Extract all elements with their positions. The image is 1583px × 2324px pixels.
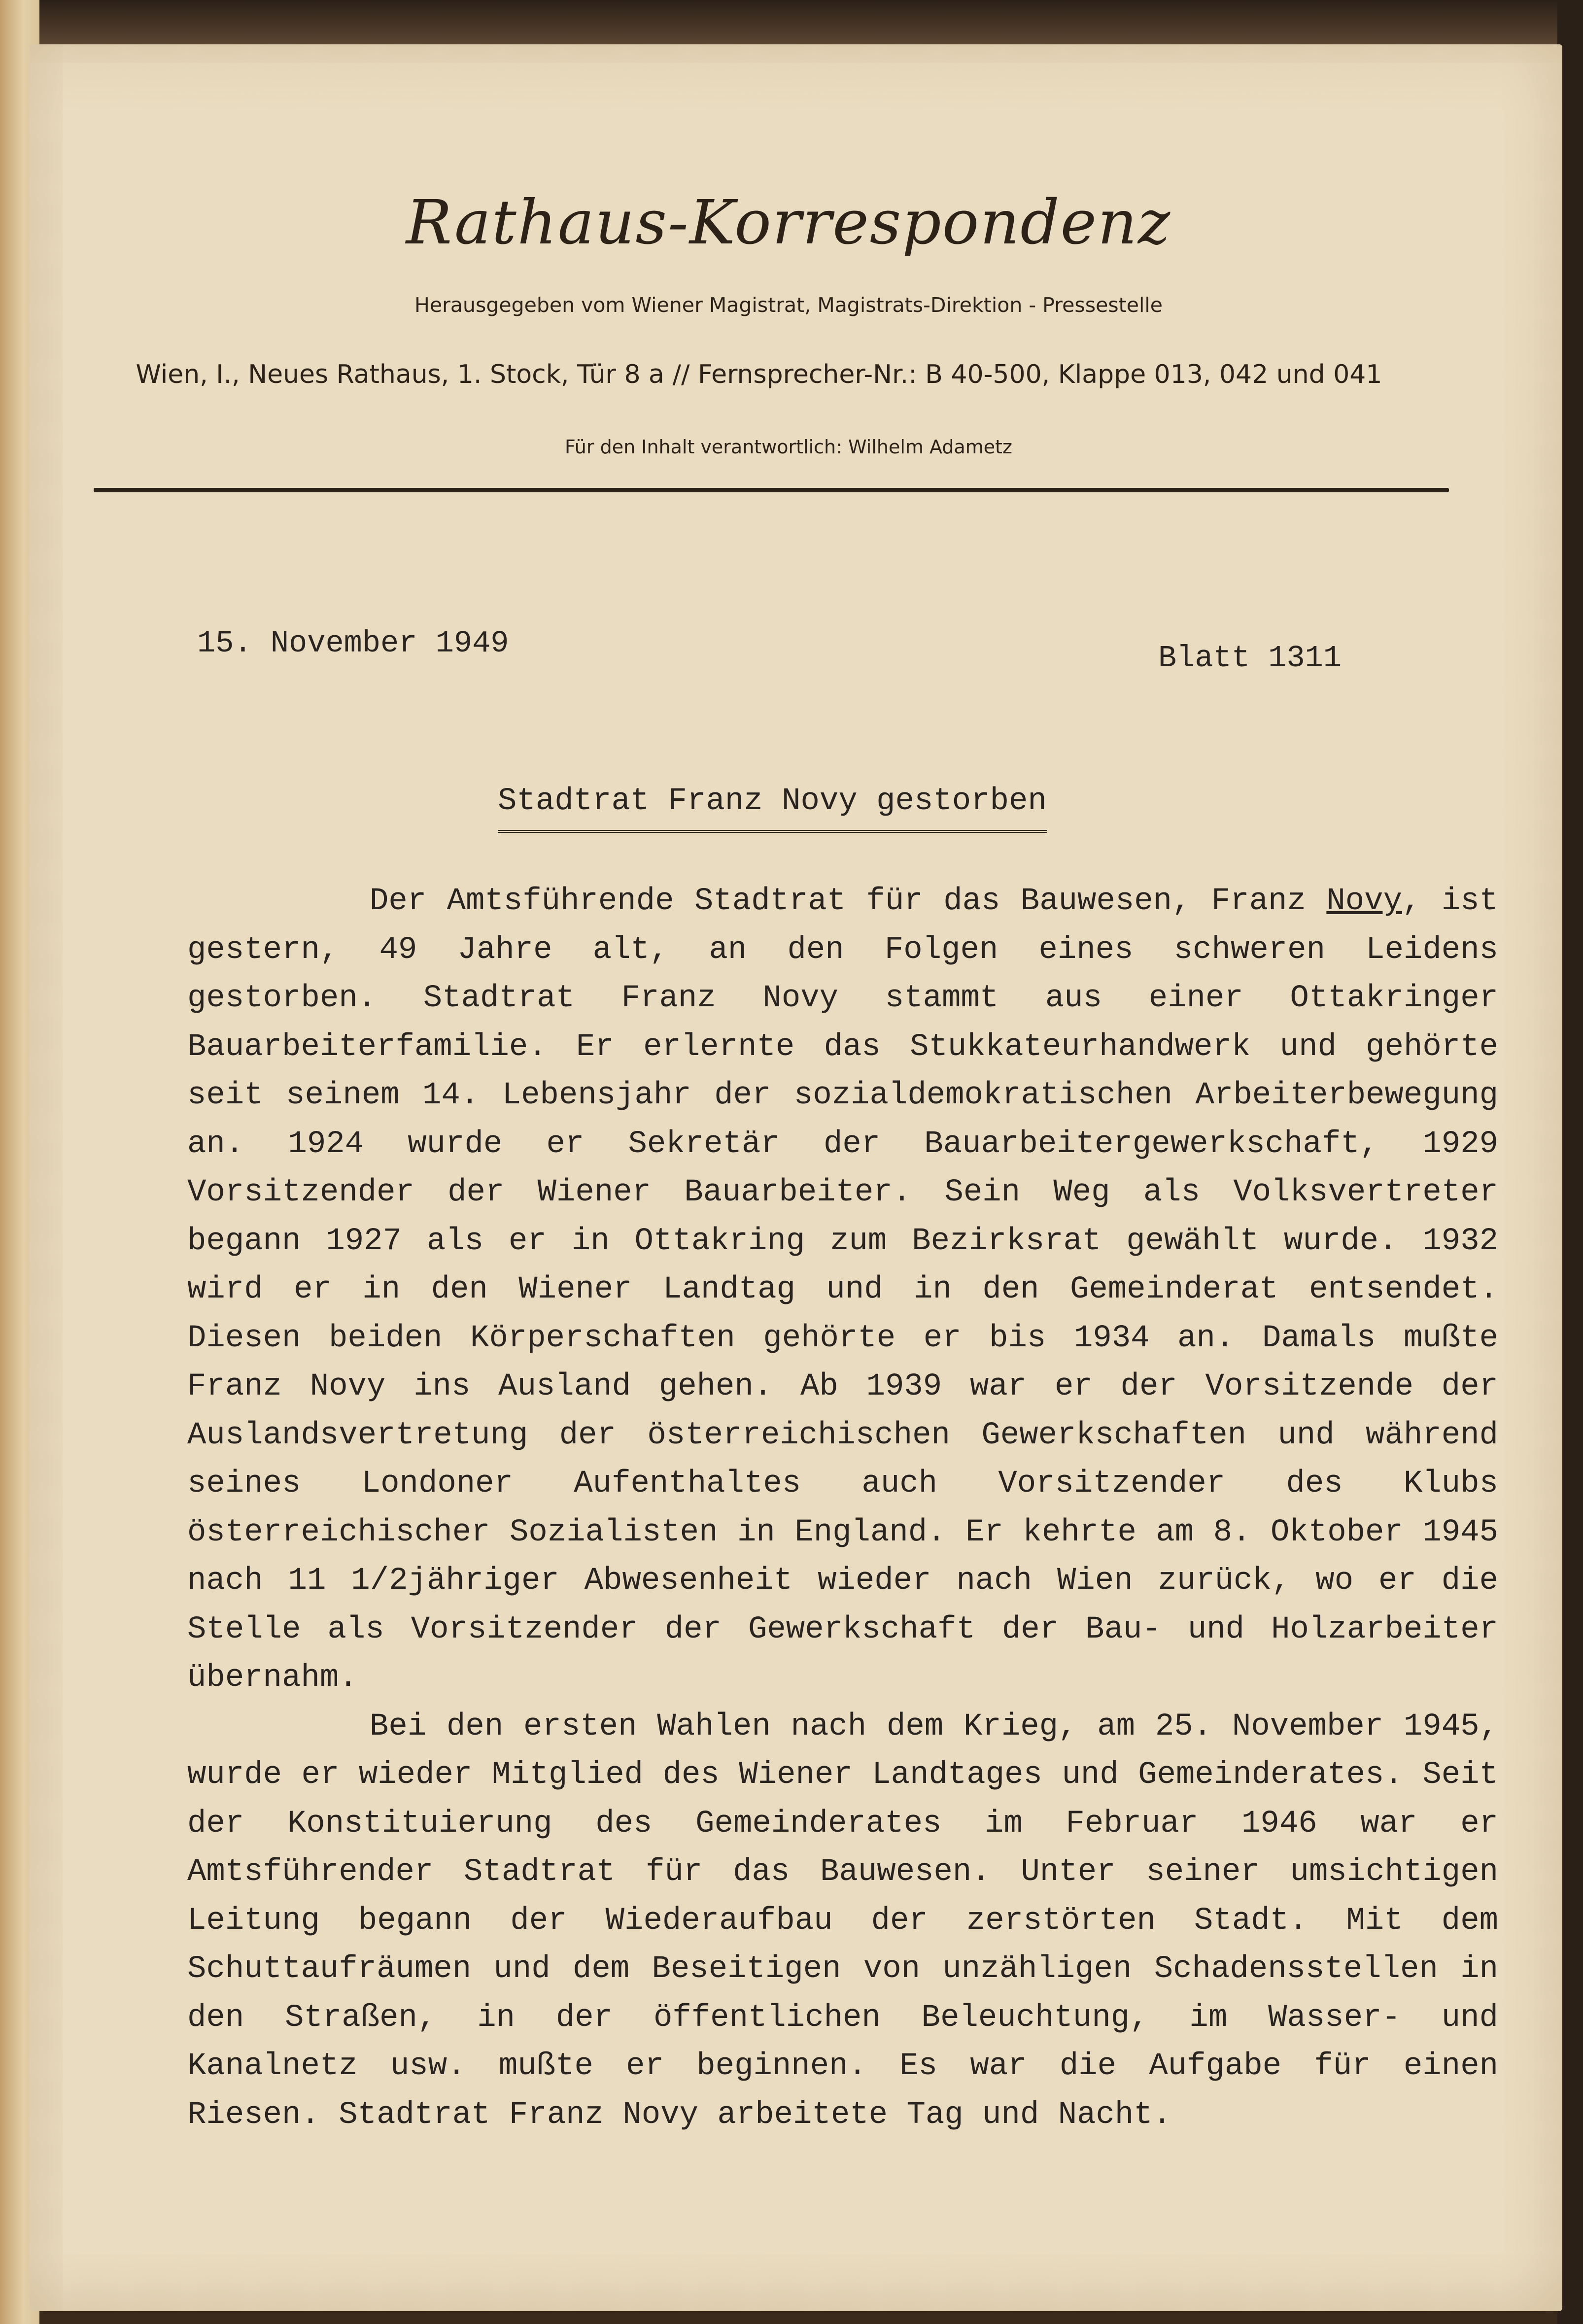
article-body (187, 877, 1498, 2139)
masthead-rule (94, 488, 1449, 492)
masthead-title: Rathaus-Korrespondenz (406, 187, 1171, 258)
paragraph-1-start: Der Amtsführende Stadtrat für das Bauwesen, Franz (370, 884, 1327, 919)
issue-date: 15. November 1949 (197, 626, 509, 661)
masthead-responsible: Für den Inhalt verantwortlich: Wilhelm Adametz (565, 436, 1012, 458)
paragraph-1 (187, 877, 1498, 1703)
masthead-publisher: Herausgegeben vom Wiener Magistrat, Magistrats-Direktion - Pressestelle (414, 293, 1163, 317)
document-page (30, 44, 1562, 2311)
underlined-name: Novy (1326, 884, 1402, 919)
paragraph-2: Bei den ersten Wahlen nach dem Krieg, am 25. November 1945, wurde er wieder Mitglied des Wiener Landtages und Gemeinderates. Seit der Konstituierung des Gemeinderates im Februar 1946 war er Amtsführender Stadtrat für das Bauwesen. Unter seiner umsichtigen Leitung begann der Wiederaufbau der zerstörten Stadt. Mit dem Schuttaufräumen und dem Beseitigen von unzähligen Schadensstellen in den Straßen, in der öffentlichen Beleuchtung, im Wasser- und Kanalnetz usw. mußte er beginnen. Es war die Aufgabe für einen Riesen. Stadtrat Franz Novy arbeitete Tag und Nacht. (187, 1709, 1498, 2133)
article-headline: Stadtrat Franz Novy gestorben (498, 784, 1047, 833)
scan-top-edge (0, 0, 1583, 44)
sheet-number: Blatt 1311 (1158, 641, 1342, 676)
masthead-address: Wien, I., Neues Rathaus, 1. Stock, Tür 8 a // Fernsprecher-Nr.: B 40-500, Klappe 013, 042 und 041 (136, 360, 1382, 389)
paragraph-1-rest: , ist gestern, 49 Jahre alt, an den Folgen eines schweren Leidens gestorben. Stadtrat Franz Novy stammt aus einer Ottakringer Bauarbeiterfamilie. Er erlernte das Stukkateurhandwerk und gehörte seit seinem 14. Lebensjahr der sozialdemokratischen Arbeiterbewegung an. 1924 wurde er Sekretär der Bauarbeitergewerkschaft, 1929 Vorsitzender der Wiener Bauarbeiter. Sein Weg als Volksvertreter begann 1927 als er in Ottakring zum Bezirksrat gewählt wurde. 1932 wird er in den Wiener Landtag und in den Gemeinderat entsendet. Diesen beiden Körperschaften gehörte er bis 1934 an. Damals mußte Franz Novy ins Ausland gehen. Ab 1939 war er der Vorsitzende der Auslandsvertretung der österreichischen Gewerkschaften und während seines Londoner Aufenthaltes auch Vorsitzender des Klubs österreichischer Sozialisten in England. Er kehrte am 8. Oktober 1945 nach 11 1/2jähriger Abwesenheit wieder nach Wien zurück, wo er die Stelle als Vorsitzender der Gewerkschaft der Bau- und Holzarbeiter übernahm. (187, 884, 1499, 1696)
